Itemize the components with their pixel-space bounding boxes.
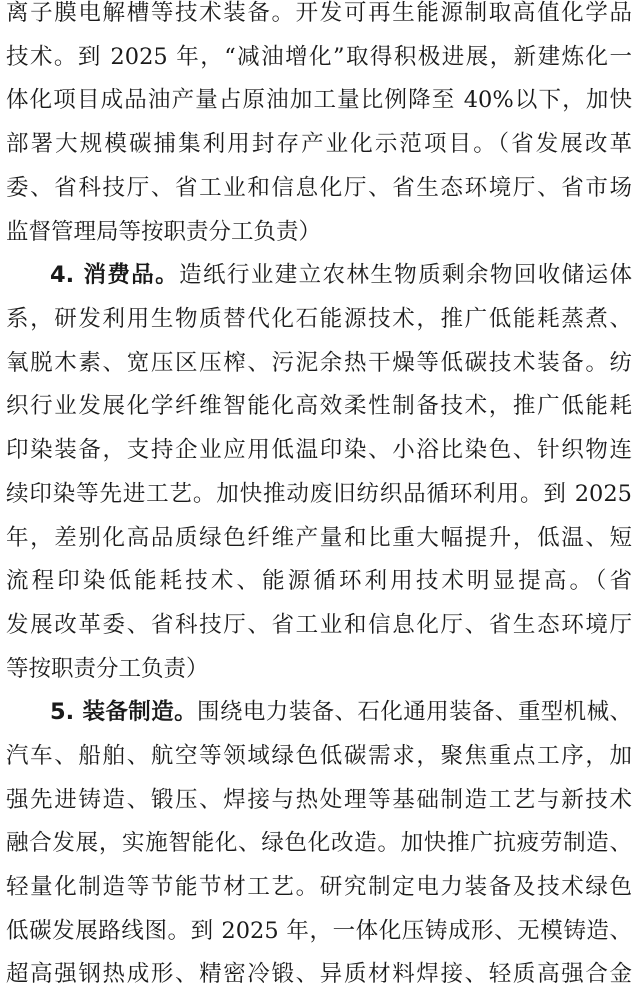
text-line: 续印染等先进工艺。加快推动废旧纺织品循环利用。到 2025 xyxy=(6,481,632,507)
text-line: 系，研发利用生物质替代化石能源技术，推广低能耗蒸煮、 xyxy=(6,306,632,332)
text-line: 印染装备，支持企业应用低温印染、小浴比染色、针织物连 xyxy=(6,437,632,463)
text-line: 汽车、船舶、航空等领域绿色低碳需求，聚焦重点工序，加 xyxy=(6,743,632,769)
text-line: 融合发展，实施智能化、绿色化改造。加快推广抗疲劳制造、 xyxy=(6,830,632,856)
text-line: 轻量化制造等节能节材工艺。研究制定电力装备及技术绿色 xyxy=(6,874,632,900)
section-heading-equipment-manufacturing: 5. 装备制造。 xyxy=(50,699,198,725)
text-line: 低碳发展路线图。到 2025 年，一体化压铸成形、无模铸造、 xyxy=(6,918,632,944)
section-heading-consumer-goods: 4. 消费品。 xyxy=(50,262,180,288)
section-heading-text: 造纸行业建立农林生物质剩余物回收储运体 xyxy=(179,262,632,288)
text-line: 部署大规模碳捕集利用封存产业化示范项目。（省发展改革 xyxy=(6,131,632,157)
text-line: 氧脱木素、宽压区压榨、污泥余热干燥等低碳技术装备。纺 xyxy=(6,350,632,376)
text-line: 强先进铸造、锻压、焊接与热处理等基础制造工艺与新技术 xyxy=(6,787,632,813)
text-line: 离子膜电解槽等技术装备。开发可再生能源制取高值化学品 xyxy=(6,0,632,26)
text-line: 等按职责分工负责） xyxy=(6,656,209,682)
text-line: 流程印染低能耗技术、能源循环利用技术明显提高。（省 xyxy=(6,568,632,594)
section-heading-line xyxy=(50,253,632,297)
text-line: 发展改革委、省科技厅、省工业和信息化厅、省生态环境厅 xyxy=(6,612,632,638)
text-line: 监督管理局等按职责分工负责） xyxy=(6,219,322,245)
text-line: 技术。到 2025 年，“减油增化”取得积极进展，新建炼化一 xyxy=(6,44,632,70)
text-line: 委、省科技厅、省工业和信息化厅、省生态环境厅、省市场 xyxy=(6,175,632,201)
section-heading-text: 围绕电力装备、石化通用装备、重型机械、 xyxy=(197,699,632,725)
text-line: 体化项目成品油产量占原油加工量比例降至 40%以下，加快 xyxy=(6,87,632,113)
section-heading-line xyxy=(50,690,632,734)
text-line: 超高强钢热成形、精密冷锻、异质材料焊接、轻质高强合金 xyxy=(6,961,632,987)
text-line: 织行业发展化学纤维智能化高效柔性制备技术，推广低能耗 xyxy=(6,393,632,419)
text-line: 年，差别化高品质绿色纤维产量和比重大幅提升，低温、短 xyxy=(6,525,632,551)
